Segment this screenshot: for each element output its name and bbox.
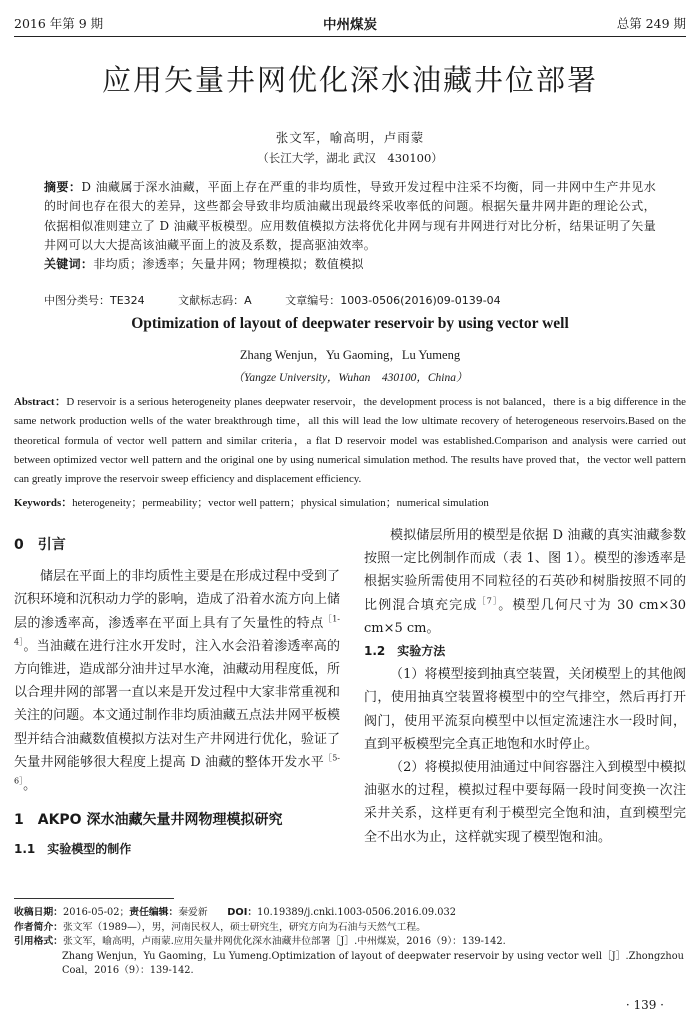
paper-title-en: Optimization of layout of deepwater reservoir by using vector well (131, 315, 569, 332)
journal-name: 中州煤炭 (323, 17, 377, 33)
running-header (14, 14, 686, 34)
classification-line (44, 292, 531, 308)
abstract-cn-text: D 油藏属于深水油藏，平面上存在严重的非均质性，导致开发过程中注采不均衡，同一井网中生产井见水的时间也存在很大的差异，这些都会导致非均质油藏出现最终采收率低的问题。根据矢量井网井距的理论公式，依据相似准则建立了 D 油藏平板模型。应用数值模拟方法将优化井网与现有井网进行对比分析，结果证明了矢量井网可以大大提高该油藏平面上的波及系数，提高驱油效率。 (44, 180, 656, 252)
abstract-cn (44, 178, 656, 274)
section-1-2-heading: 1.2 实验方法 (364, 644, 446, 659)
footnote-received: 收稿日期：2016-05-02；责任编辑：秦爱新 DOI：10.19389/j.cnki.1003-0506.2016.09.032 (14, 907, 456, 918)
doc-code: 文献标志码：A (178, 294, 252, 307)
footnote-citation-en: Zhang Wenjun，Yu Gaoming，Lu Yumeng.Optimization of layout of deepwater reservoir by using vector well［J］.Zhongzhou Coal，2016（9）：139-142. (62, 950, 684, 976)
citation-7: ［7］ (477, 596, 499, 606)
clc-number: 中图分类号：TE324 (44, 294, 145, 307)
article-number: 文章编号：1003-0506(2016)09-0139-04 (285, 294, 501, 307)
affiliation-en: （Yangze University，Wuhan 430100，China） (232, 372, 468, 384)
abstract-en-text: D reservoir is a serious heterogeneity planes deepwater reservoir，the development process is not balanced，there is a big difference in the same network production wells of the water breakthrough time，all this will lead the low ultimate recovery of heterogeneous reservoirs.Based on the theoretical formula of vector well pattern and similar criteria，a flat D reservoir model was established.Comparison and analysis were carried out between optimized vector well pattern and the original one by using numerical simulation method. The results have proved that，the vector well pattern can greatly improve the reservoir sweep efficiency and displacement efficiency. (14, 396, 686, 486)
authors-en: Zhang Wenjun，Yu Gaoming，Lu Yumeng (239, 348, 461, 362)
body-left-column (14, 534, 340, 862)
authors-cn: 张文军，喻高明，卢雨蒙 (275, 130, 425, 145)
doi-link[interactable]: 10.19389/j.cnki.1003-0506.2016.09.032 (257, 907, 456, 918)
footnotes (14, 906, 686, 979)
abstract-cn-label: 摘要： (44, 180, 82, 194)
section-0-heading: 0 引言 (14, 537, 66, 553)
abstract-en-label: Abstract： (14, 396, 67, 408)
keywords-en (14, 494, 686, 510)
keywords-cn-text: 非均质；渗透率；矢量井网；物理模拟；数值模拟 (93, 257, 364, 272)
footnote-author-bio: 作者简介：张文军（1989—），男，河南民权人，硕士研究生，研究方向为石油与天然气工程。 (14, 921, 426, 933)
section-1-1-heading: 1.1 实验模型的制作 (14, 842, 132, 857)
paper-title-cn: 应用矢量井网优化深水油藏井位部署 (101, 63, 598, 97)
issue-label: 2016 年第 9 期 (14, 16, 104, 31)
section-1-heading: 1 AKPO 深水油藏矢量井网物理模拟研究 (14, 812, 283, 829)
footnote-citation: 引用格式：张文军，喻高明，卢雨蒙.应用矢量井网优化深水油藏井位部署［J］.中州煤炭，2016（9）：139-142. (14, 936, 506, 947)
total-issue-label: 总第 249 期 (616, 16, 686, 31)
page-number: · 139 · (625, 998, 664, 1012)
citation-1-4: ［1-4］ (14, 614, 340, 647)
footnote-rule (14, 898, 174, 899)
abstract-en (14, 393, 686, 489)
method-step-1: （1）将模型接到抽真空装置，关闭模型上的其他阀门，使用抽真空装置将模型中的空气排空，然后再打开阀门，使用平流泵向模型中以恒定流速注水一段时间，直到平板模型完全真正地饱和水时停止。 (364, 667, 686, 752)
section-1-1-paragraph: 模拟储层所用的模型是依据 D 油藏的真实油藏参数按照一定比例制作而成（表 1、图 1）。模型的渗透率是根据实验所需使用不同粒径的石英砂和树脂按照不同的比例混合填充完成$^{[7]}$。模型几何尺寸为 30 cm×30 cm×5 cm。 (364, 528, 686, 636)
header-rule (14, 36, 686, 37)
keywords-en-text: heterogeneity；permeability；vector well pattern；physical simulation；numerical simulation (72, 497, 489, 509)
keywords-cn-label: 关键词： (44, 257, 94, 272)
affiliation-cn: （长江大学，湖北 武汉 430100） (257, 151, 443, 165)
section-0-paragraph: 储层在平面上的非均质性主要是在形成过程中受到了沉积环境和沉积动力学的影响，造成了沿着水流方向上储层的渗透率高，渗透率在平面上具有了矢量性的特点$^{[1-4]}$。当油藏在进行注水开发时，注入水会沿着渗透率高的方向锥进，造成部分油井过早水淹，油藏动用程度低，所以合理井网的部署一直以来是开发过程中大家非常重视和关注的问题。本文通过制作非均质油藏五点法井网平板模型并结合油藏数值模拟方法对生产井网进行优化，验证了矢量井网能够很大程度上提高 D 油藏的整体开发水平$^{[5-6]}$。 (14, 569, 340, 794)
body-right-column (364, 524, 686, 849)
method-step-2: （2）将模拟使用油通过中间容器注入到模型中模拟油驱水的过程，模拟过程中要每隔一段时间变换一次注采井关系，这样更有利于模型完全饱和油，直到模型完全不出水为止，这样就实现了模型饱和油。 (364, 760, 686, 845)
citation-5-6: ［5-6］ (14, 753, 340, 786)
keywords-en-label: Keywords： (14, 497, 73, 509)
